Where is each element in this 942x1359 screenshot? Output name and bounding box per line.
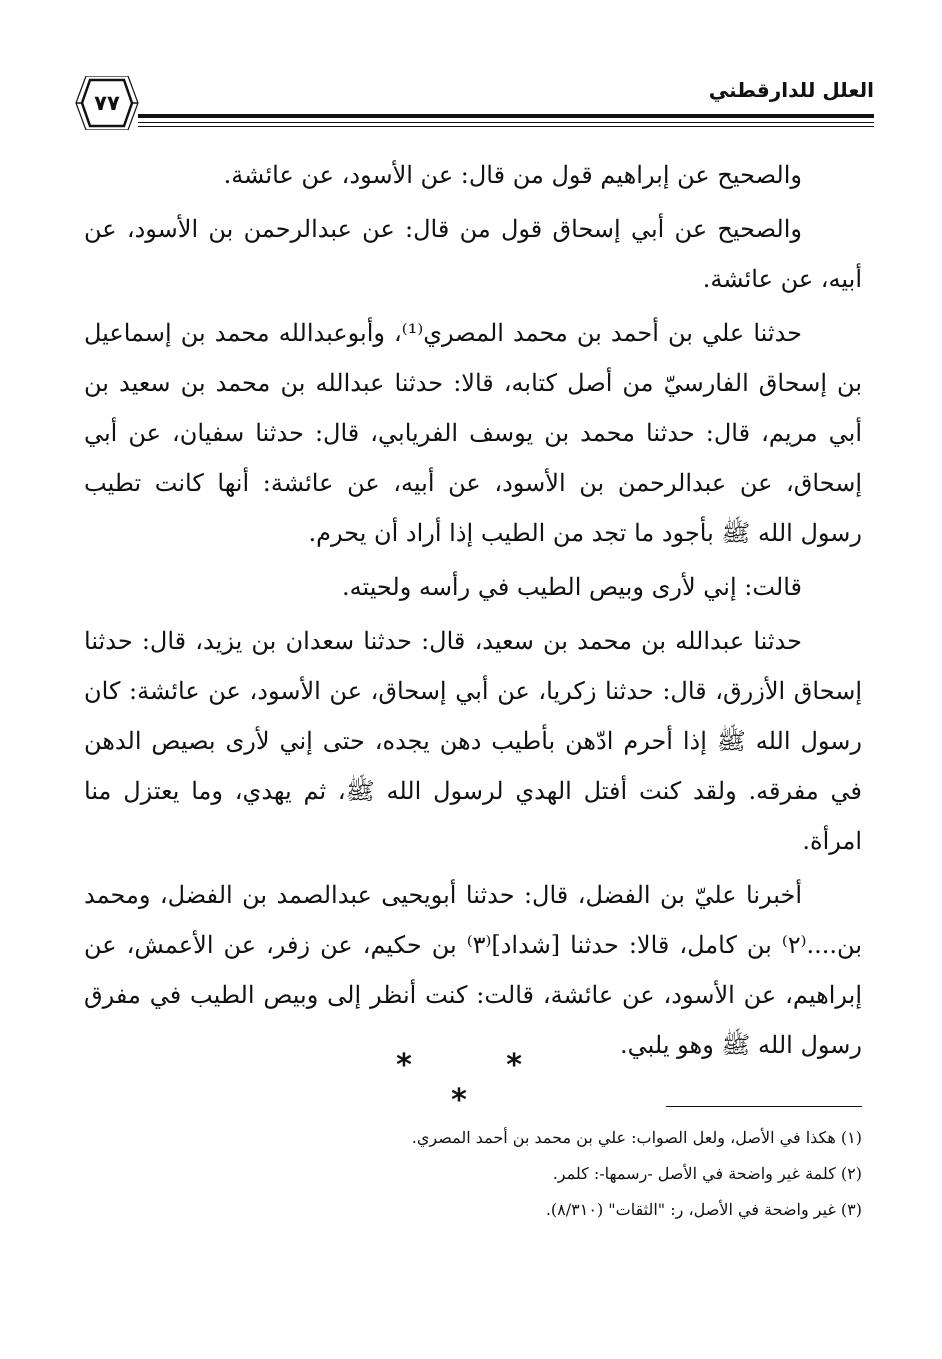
header-rule: [138, 122, 874, 123]
paragraph: أخبرنا عليّ بن الفضل، قال: حدثنا أبويحيى عبدالصمد بن الفضل، ومحمد بن....⁽٢⁾ بن كامل، قالا: حدثنا [شداد]⁽٣⁾ بن حكيم، عن زفر، عن الأعمش، عن إبراهيم، عن الأسود، عن عائشة، قالت: كنت أنظر إلى وبيص الطيب في مفرق رسول الله ﷺ وهو يلبي.: [84, 881, 862, 1059]
page-header: [74, 66, 874, 136]
paragraph: والصحيح عن إبراهيم قول من قال: عن الأسود، عن عائشة.: [223, 161, 802, 189]
header-rule: [138, 126, 874, 127]
footnote-divider: [666, 1106, 862, 1107]
paragraph: حدثنا عبدالله بن محمد بن سعيد، قال: حدثنا سعدان بن يزيد، قال: حدثنا إسحاق الأزرق، قال: حدثنا زكريا، عن أبي إسحاق، عن الأسود، عن عائشة: كان رسول الله ﷺ إذا أحرم ادّهن بأطيب دهن يجده، حتى إني لأرى بصيص الدهن في مفرقه. ولقد كنت أفتل الهدي لرسول الله ﷺ، ثم يهدي، وما يعتزل منا امرأة.: [84, 627, 862, 855]
footnote: (٣) غير واضحة في الأصل، ر: "الثقات" (٨/٣١٠).: [545, 1200, 862, 1219]
footnotes: [300, 1120, 862, 1228]
main-text: [84, 150, 862, 1074]
page-number-badge: [74, 76, 140, 130]
page-number: ٧٧: [94, 91, 120, 115]
footnote: (٢) كلمة غير واضحة في الأصل -رسمها-: كلمر.: [552, 1164, 862, 1183]
header-rule: [138, 114, 874, 118]
paragraph: قالت: إني لأرى وبيص الطيب في رأسه ولحيته.: [341, 573, 802, 601]
running-title: العلل للدارقطني: [708, 78, 874, 102]
paragraph: والصحيح عن أبي إسحاق قول من قال: عن عبدالرحمن بن الأسود، عن أبيه، عن عائشة.: [84, 215, 862, 293]
footnote: (١) هكذا في الأصل، ولعل الصواب: علي بن محمد بن أحمد المصري.: [411, 1128, 862, 1147]
section-separator: * * *: [396, 1048, 564, 1118]
paragraph: حدثنا علي بن أحمد بن محمد المصري⁽¹⁾، وأبوعبدالله محمد بن إسماعيل بن إسحاق الفارسيّ من أصل كتابه، قالا: حدثنا عبدالله بن محمد بن سعيد بن أبي مريم، قال: حدثنا محمد بن يوسف الفريابي، قال: حدثنا سفيان، عن أبي إسحاق، عن عبدالرحمن بن الأسود، عن أبيه، عن عائشة: أنها كانت تطيب رسول الله ﷺ بأجود ما تجد من الطيب إذا أراد أن يحرم.: [84, 319, 862, 547]
